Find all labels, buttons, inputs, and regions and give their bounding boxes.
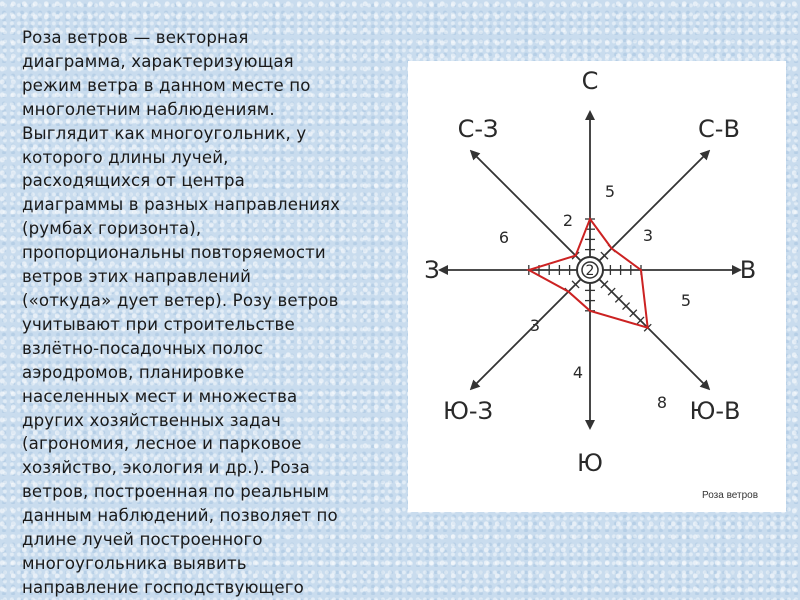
- frequency-label-south: 4: [572, 363, 584, 382]
- slide-text-line: Роза ветров — векторная: [22, 28, 249, 47]
- frequency-label-west: 6: [498, 228, 510, 247]
- slide-text-line: многолетним наблюдениям.: [22, 99, 275, 119]
- frequency-label-northeast: 3: [642, 226, 654, 245]
- slide-text-line: ветров этих направлений: [22, 267, 252, 287]
- slide-text-line: Выглядит как многоугольник, у: [22, 123, 307, 143]
- slide-text-line: диаграмма, характеризующая: [22, 51, 294, 71]
- direction-label-north: С: [581, 67, 599, 95]
- frequency-label-northwest: 2: [562, 211, 574, 230]
- slide-text-line: данным наблюдений, позволяет по: [22, 506, 338, 526]
- axis-northeast: [590, 151, 709, 270]
- slide-text-line: многоугольника выявить: [22, 553, 247, 573]
- direction-label-south: Ю: [577, 449, 603, 477]
- frequency-label-north: 5: [604, 182, 616, 201]
- slide-text-line: («откуда» дует ветер). Розу ветров: [22, 290, 339, 310]
- direction-label-southwest: Ю-З: [443, 397, 493, 425]
- direction-label-northeast: С-В: [698, 115, 740, 143]
- slide-text-line: режим ветра в данном месте по: [22, 75, 311, 95]
- slide-text-line: длине лучей построенного: [22, 530, 263, 550]
- slide-text-line: ветров, построенная по реальным: [22, 482, 330, 502]
- slide-text-line: учитывают при строительстве: [22, 314, 295, 334]
- slide-text-line: других хозяйственных задач: [22, 410, 281, 430]
- direction-label-west: З: [424, 256, 440, 284]
- slide-text-line: расходящихся от центра: [22, 171, 245, 191]
- slide-text-line: пропорциональны повторяемости: [22, 243, 326, 263]
- slide-text-line: направление господствующего: [22, 577, 304, 597]
- slide-text-line: диаграммы в разных направлениях: [22, 195, 341, 215]
- axis-southeast: [590, 270, 709, 389]
- direction-label-southeast: Ю-В: [689, 397, 741, 425]
- frequency-label-southeast: 8: [656, 393, 668, 412]
- center-value-label: 2: [585, 263, 595, 279]
- frequency-label-southwest: 3: [529, 316, 541, 335]
- slide-text-line: хозяйство, экология и др.). Роза: [22, 458, 310, 478]
- slide-text-line: которого длины лучей,: [22, 147, 229, 167]
- direction-label-east: В: [739, 256, 757, 284]
- diagram-caption: Роза ветров: [702, 490, 759, 501]
- wind-rose-diagram: [408, 61, 786, 512]
- direction-label-northwest: С-З: [457, 115, 499, 143]
- slide-text-line: (агрономия, лесное и парковое: [22, 434, 302, 454]
- slide-text-line: взлётно-посадочных полос: [22, 338, 264, 358]
- slide-text: [22, 26, 407, 600]
- frequency-label-east: 5: [680, 291, 692, 310]
- slide-text-line: аэродромов, планировке: [22, 362, 245, 382]
- slide-text-line: (румбах горизонта),: [22, 219, 202, 239]
- slide-text-line: населенных мест и множества: [22, 386, 298, 406]
- wind-rose-panel: [408, 61, 786, 512]
